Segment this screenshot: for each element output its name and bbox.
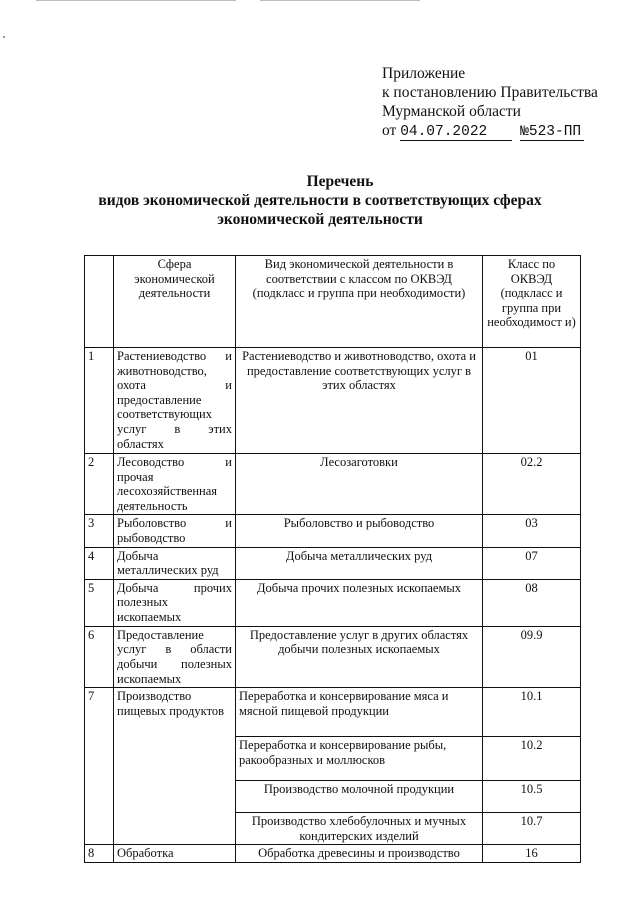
- row-activity: Производство молочной продукции: [236, 781, 483, 813]
- activities-table: [84, 255, 581, 863]
- appendix-header: [382, 64, 598, 141]
- header-sphere: Сфера экономической деятельности: [114, 256, 236, 348]
- row-code: 03: [483, 515, 581, 547]
- appendix-region-line: Мурманской области: [382, 103, 521, 120]
- row-sphere: Производство пищевых продуктов: [114, 688, 236, 845]
- table-row: [85, 454, 581, 515]
- row-code: 10.2: [483, 737, 581, 781]
- row-sphere: Добыча металлических руд: [114, 547, 236, 579]
- scan-top-edge-left: [36, 0, 236, 1]
- scan-top-edge-right: [260, 0, 420, 1]
- table-row: [85, 515, 581, 547]
- header-activity: Вид экономической деятельности в соответствии с классом по ОКВЭД (подкласс и группа при необходимости): [236, 256, 483, 348]
- title-line-3: экономической деятельности: [217, 211, 423, 228]
- row-activity: Рыболовство и рыбоводство: [236, 515, 483, 547]
- header-code: Класс по ОКВЭД (подкласс и группа при необходимост и): [483, 256, 581, 348]
- row-activity: Лесозаготовки: [236, 454, 483, 515]
- row-activity: Предоставление услуг в других областях добычи полезных ископаемых: [236, 626, 483, 687]
- row-code: 16: [483, 845, 581, 863]
- row-sphere: Лесоводство и прочая лесохозяйственная деятельность: [114, 454, 236, 515]
- row-num: 3: [85, 515, 114, 547]
- row-num: 1: [85, 348, 114, 454]
- row-activity: Обработка древесины и производство: [236, 845, 483, 863]
- row-num: 6: [85, 626, 114, 687]
- row-code: 08: [483, 579, 581, 626]
- row-num: 4: [85, 547, 114, 579]
- table-row: [85, 547, 581, 579]
- row-num: 2: [85, 454, 114, 515]
- row-sphere: Растениеводство и животноводство, охота и предоставление соответствующих услуг в этих областях: [114, 348, 236, 454]
- row-num: 7: [85, 688, 114, 845]
- row-code: 02.2: [483, 454, 581, 515]
- row-sphere: Рыболовство и рыбоводство: [114, 515, 236, 547]
- document-title: [0, 172, 640, 229]
- row-num: 5: [85, 579, 114, 626]
- appendix-decree-line: к постановлению Правительства: [382, 84, 598, 101]
- row-sphere: Добыча прочих полезных ископаемых: [114, 579, 236, 626]
- row-activity: Растениеводство и животноводство, охота и предоставление соответствующих услуг в этих областях: [236, 348, 483, 454]
- table-row: [85, 579, 581, 626]
- table-header-row: [85, 256, 581, 348]
- row-code: 10.1: [483, 688, 581, 737]
- header-num: [85, 256, 114, 348]
- row-code: 10.7: [483, 813, 581, 845]
- row-activity: Добыча прочих полезных ископаемых: [236, 579, 483, 626]
- appendix-label: Приложение: [382, 65, 466, 82]
- row-code: 01: [483, 348, 581, 454]
- scan-speck: [3, 36, 5, 38]
- table-row: [85, 626, 581, 687]
- title-line-1: Перечень: [306, 173, 374, 190]
- row-sphere: Предоставление услуг в области добычи полезных ископаемых: [114, 626, 236, 687]
- appendix-date-line: [382, 121, 598, 141]
- row-num: 8: [85, 845, 114, 863]
- row-activity: Производство хлебобулочных и мучных кондитерских изделий: [236, 813, 483, 845]
- decree-date: 04.07.2022: [400, 124, 512, 141]
- row-activity: Добыча металлических руд: [236, 547, 483, 579]
- row-code: 10.5: [483, 781, 581, 813]
- title-line-2: видов экономической деятельности в соответствующих сферах: [98, 192, 542, 209]
- row-activity: Переработка и консервирование рыбы, ракообразных и моллюсков: [236, 737, 483, 781]
- row-sphere: Обработка: [114, 845, 236, 863]
- row-activity: Переработка и консервирование мяса и мясной пищевой продукции: [236, 688, 483, 737]
- decree-number: №523-ПП: [520, 124, 584, 141]
- row-code: 09.9: [483, 626, 581, 687]
- table-row: [85, 688, 581, 737]
- row-code: 07: [483, 547, 581, 579]
- table-row: [85, 348, 581, 454]
- date-prefix: от: [382, 122, 397, 139]
- table-row: [85, 845, 581, 863]
